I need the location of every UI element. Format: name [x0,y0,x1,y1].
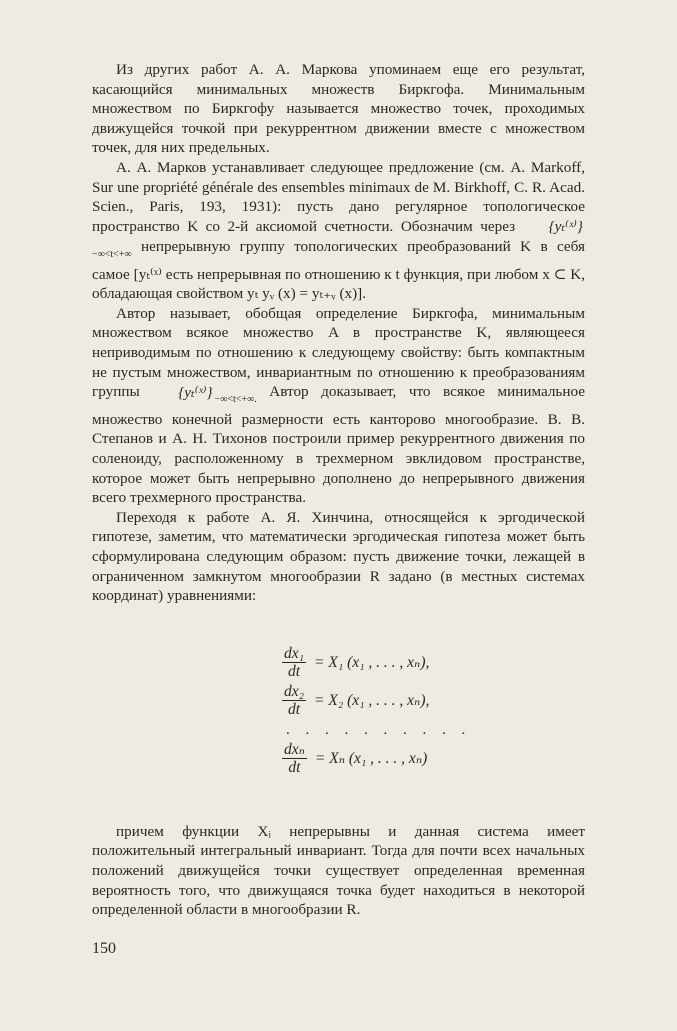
equation-rhs: = X₁ (x₁ , . . . , xₙ), [314,654,430,672]
fraction-numerator: dx₁ [284,645,305,663]
fraction-numerator: dxₙ [284,741,305,759]
fraction [282,683,306,718]
fraction [282,645,306,680]
equation-system [92,644,585,778]
paragraph-markov-proposition-cont: непрерывную группу топологических преобразований K в себя самое [yₜ⁽ˣ⁾ есть непрерывная по отношению к t функция, при любом x ⊂ K, обладающая свойством yₜ yᵥ (x) = yₜ₊ᵥ (x)]. [92,238,585,303]
paragraph-minimal-set-cont: Автор доказывает, что всякое минимальное множество конечной размерности есть канторово многообразие. В. В. Степанов и А. Н. Тихонов построили пример рекуррентного движения по соленоиду, расположенному в трехмерном эвклидовом пространстве, которое может быть непрерывно дополнено до непрерывного движения всего трехмерного пространства. [92,383,586,507]
equation-rhs: = X₂ (x₁ , . . . , xₙ), [314,692,430,710]
equation-row [282,682,585,720]
group-range: −∞<t<+∞ [92,249,132,261]
paragraph-markov-minimal-sets: Из других работ А. А. Маркова упоминаем еще его результат, касающийся минимальных множеств Биркгофа. Минимальным множеством по Биркгофу называется множество точек, проходимых движущейся точкой при рекуррентном движении вместе с множеством точек, для них предельных. [92,61,585,157]
page-number: 150 [92,940,116,957]
paragraph-ergodic-conclusion: причем функции Xᵢ непрерывны и данная система имеет положительный интегральный инвариант. Тогда для почти всех начальных положений движущейся точки существует определенная временная вероятность того, что движущаяся точка будет находиться в некоторой определенной области в многообразии R. [92,822,585,919]
paragraph-markov-proposition [92,158,585,304]
fraction-denominator: dt [287,701,301,719]
equation-ellipsis: . . . . . . . . . . [286,721,472,738]
fraction-denominator: dt [287,663,301,681]
group-notation: {yₜ⁽ˣ⁾} [548,218,583,236]
fraction-numerator: dx₂ [284,683,305,701]
fraction-denominator: dt [288,759,301,777]
paragraph-minimal-set-definition [92,304,585,508]
group-range-2: −∞<t<+∞. [214,394,257,406]
equation-rhs: = Xₙ (x₁ , . . . , xₙ) [314,750,428,768]
fraction [282,741,307,776]
paragraph-markov-proposition-text: А. А. Марков устанавливает следующее предложение (см. A. Markoff, Sur une propriété générale des ensembles minimaux de M. Birkhoff, C. R. Acad. Scien., Paris, 193, 1931): пусть дано регулярное топологическое пространство K со 2-й аксиомой счетности. Обозначим через [92,158,585,235]
equation-row [282,644,585,682]
group-notation-2: {yₜ⁽ˣ⁾} [178,383,213,401]
paragraph-minimal-set-text: Автор называет, обобщая определение Биркгофа, минимальным множеством всякое множество A в пространстве K, являющееся неприводимым по отношению к следующему свойству: быть компактным не пустым множеством, инвариантным по отношению к преобразованиям группы [92,304,585,401]
equation-row [282,740,585,778]
paragraph-khinchin-ergodic: Переходя к работе А. Я. Хинчина, относящейся к эргодической гипотезе, заметим, что математически эргодическая гипотеза может быть сформулирована следующим образом: пусть движение точки, лежащей в ограниченном замкнутом многообразии R задано (в местных системах координат) уравнениями: [92,508,585,605]
